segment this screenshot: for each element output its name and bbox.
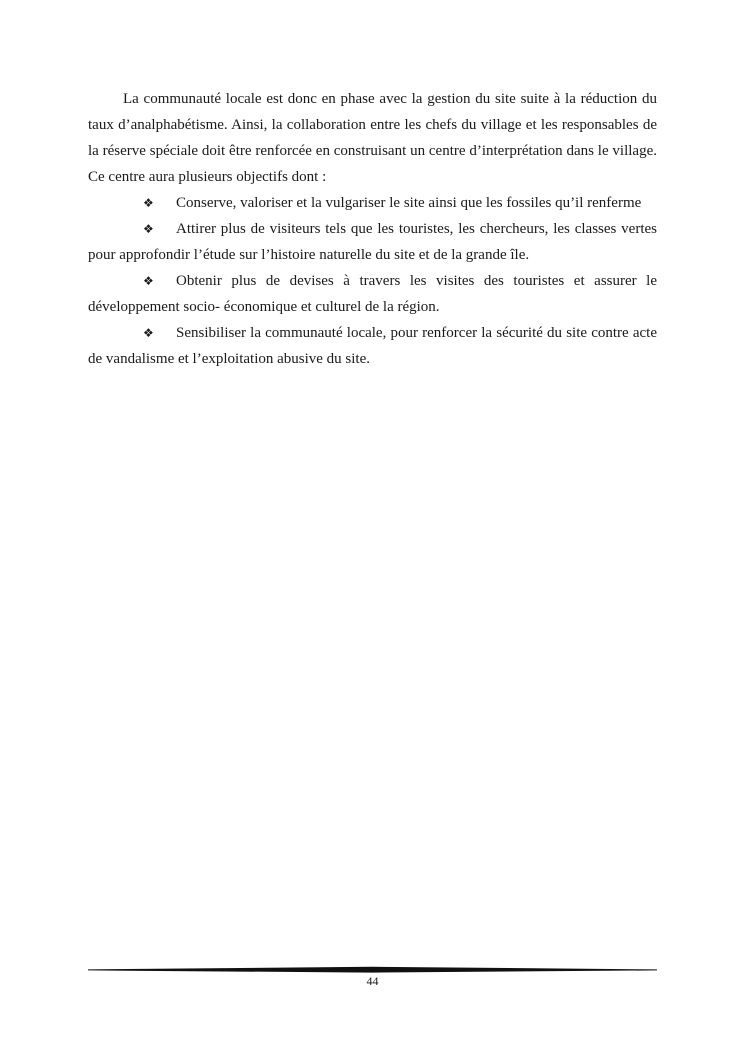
- list-item-text: Attirer plus de visiteurs tels que les touristes, les chercheurs, les classes vertes pour approfondir l’étude sur l’histoire naturelle du site et de la grande île.: [88, 221, 657, 263]
- diamond-bullet-icon: ❖: [143, 274, 154, 288]
- list-item-text: Conserve, valoriser et la vulgariser le site ainsi que les fossiles qu’il renferme: [176, 195, 642, 211]
- page-content: [88, 86, 657, 372]
- list-item-text: Obtenir plus de devises à travers les visites des touristes et assurer le développement socio- économique et culturel de la région.: [88, 273, 657, 315]
- diamond-bullet-icon: ❖: [143, 196, 154, 210]
- diamond-bullet-icon: ❖: [143, 222, 154, 236]
- page-footer: [88, 966, 657, 989]
- list-item: [88, 216, 657, 268]
- list-item: [88, 190, 657, 216]
- body-paragraph: La communauté locale est donc en phase avec la gestion du site suite à la réduction du taux d’analphabétisme. Ainsi, la collaboration entre les chefs du village et les responsables de la réserve spéciale doit être renforcée en construisant un centre d’interprétation dans le village. Ce centre aura plusieurs objectifs dont :: [88, 91, 657, 185]
- list-item: [88, 320, 657, 372]
- footer-rule-line: [88, 966, 657, 974]
- list-item: [88, 268, 657, 320]
- list-item-text: Sensibiliser la communauté locale, pour renforcer la sécurité du site contre acte de vandalisme et l’exploitation abusive du site.: [88, 325, 657, 367]
- page-number: 44: [366, 974, 379, 988]
- diamond-bullet-icon: ❖: [143, 326, 154, 340]
